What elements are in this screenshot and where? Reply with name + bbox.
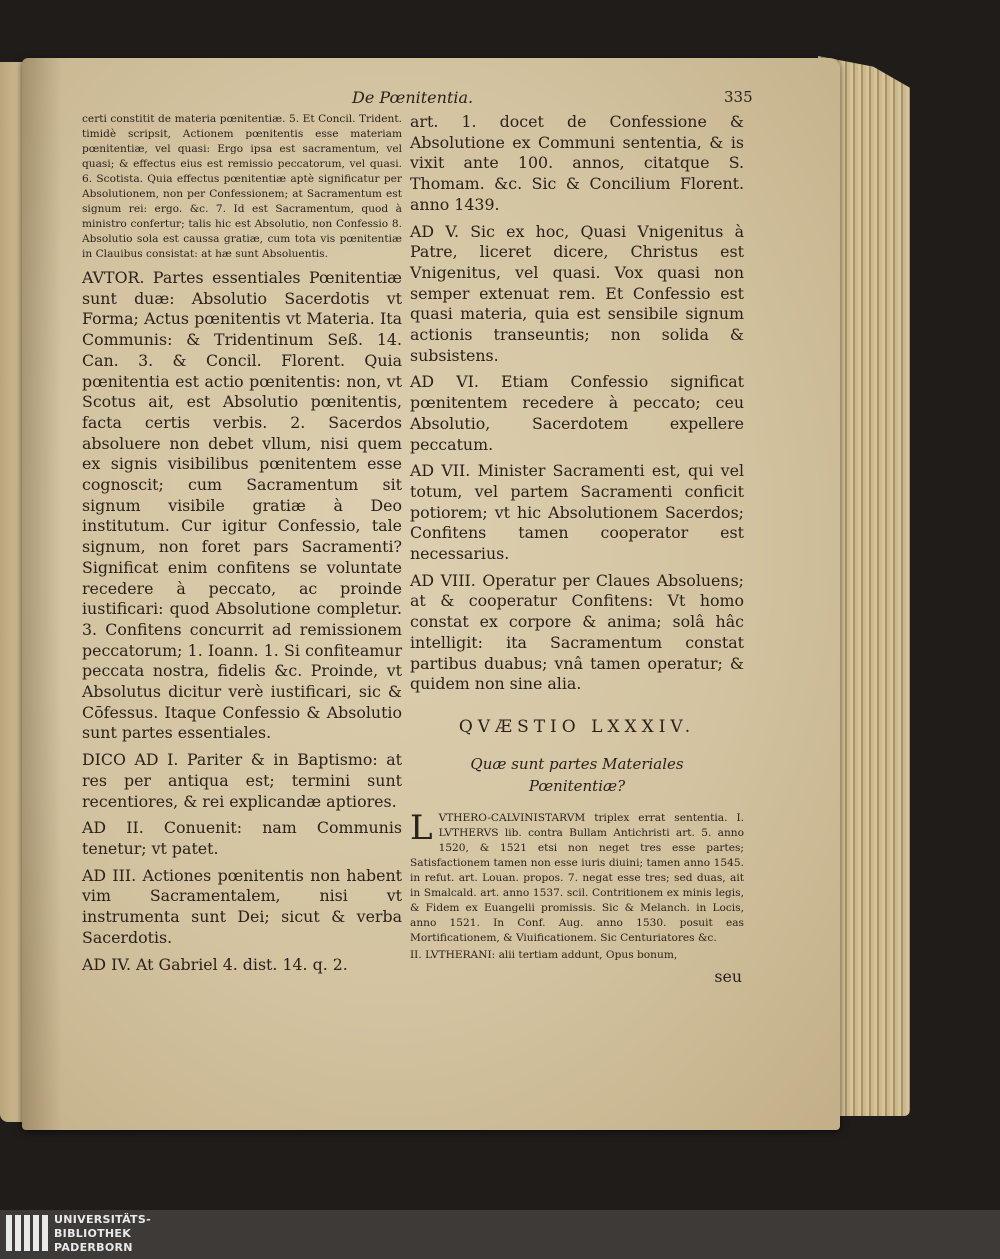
right-column <box>410 112 744 986</box>
catchword: seu <box>714 966 742 986</box>
answer-continued: II. LVTHERANI: alii tertiam addunt, Opus bonum, <box>410 948 678 961</box>
paragraph-ad-2: AD II. Conuenit: nam Communis tenetur; vt patet. <box>82 818 402 858</box>
quaestio-answer <box>410 807 744 946</box>
running-head-title: De Pœnitentia. <box>352 88 474 107</box>
paragraph-ad-8: AD VIII. Operatur per Claues Absoluens; at & cooperatur Confitens: Vt homo constat ex corpore & anima; solâ hâc intelligit: ita Sacramentum constat partibus duabus; vnâ tamen operatur; & quidem non sine alia. <box>410 570 744 694</box>
answer-text: VTHERO-CALVINISTARVM triplex errat sententia. I. LVTHERVS lib. contra Bullam Antichristi art. 5. anno 1520, & 1521 etsi non neget tres esse partes; Satisfactionem tamen non esse iuris diuini; tamen anno 1545. in refut. art. Louan. propos. 7. negat esse tres; sed duas, ait in Smalcald. art. anno 1537. scil. Contritionem ex minis legis, & Fidem ex Euangelii promissis. Sic & Melanch. in Locis, anno 1521. In Conf. Aug. anno 1530. posuit eas Mortificationem, & Viuificationem. Sic Centuriatores &c. <box>410 811 744 944</box>
paragraph-ad-7: AD VII. Minister Sacramenti est, qui vel totum, vel partem Sacramenti conficit potiorem; vt hic Absolutionem Sacerdos; Confitens tamen cooperator est necessarius. <box>410 461 744 564</box>
quaestio-heading: QVÆSTIO LXXXIV. <box>458 716 696 737</box>
drop-cap: L <box>410 807 433 848</box>
paragraph-ad-4: AD IV. At Gabriel 4. dist. 14. q. 2. <box>82 954 348 974</box>
page-number: 335 <box>724 88 753 106</box>
left-column <box>82 112 402 975</box>
book-page <box>22 58 840 1130</box>
paragraph-ad-3: AD III. Actiones pœnitentis non habent vim Sacramentalem, nisi vt instrumenta sunt Dei; sicut & verba Sacerdotis. <box>82 865 402 947</box>
quaestio-question: Quæ sunt partes Materiales Pœnitentiæ? <box>470 754 684 795</box>
page-gutter-shadow <box>22 58 62 1130</box>
paragraph-ad-5: AD V. Sic ex hoc, Quasi Vnigenitus à Patre, liceret dicere, Christus est Vnigenitus, vel quasi. Vox quasi non semper extenuat rem. Et Confessio est quasi materia, quia est sensibile signum actionis transeuntis; non solida & subsistens. <box>410 221 744 365</box>
library-name-line1: UNIVERSITÄTS- <box>54 1213 151 1226</box>
library-name-line3: PADERBORN <box>54 1241 133 1254</box>
marginal-note: certi constitit de materia pœnitentiæ. 5. Et Concil. Trident. timidè scripsit, Actionem pœnitentis esse materiam pœnitentiæ, vel quasi: Ergo ipsa est sacramentum, vel quasi; & effectus eius est remissio peccatorum, vel quasi. 6. Scotista. Quia effectus pœnitentiæ aptè significatur per Absolutionem, non per Confessionem; at Sacramentum est signum rei: ergo. &c. 7. Id est Sacramentum, quod à ministro confertur; talis hic est Absolutio, non Confessio 8. Absolutio sola est caussa gratiæ, cum tota vis pœnitentiæ in Clauibus consistat: at hæ sunt Absoluentis. <box>82 113 402 260</box>
paragraph-dico-ad-1: DICO AD I. Pariter & in Baptismo: at res per antiqua est; termini sunt recentiores, & rei explicandæ aptiores. <box>82 750 402 811</box>
library-name-line2: BIBLIOTHEK <box>54 1227 132 1240</box>
paragraph-continuation: art. 1. docet de Confessione & Absolutione ex Communi sententia, & is vixit ante 100. annos, citatque S. Thomam. &c. Sic & Concilium Florent. anno 1439. <box>410 112 744 214</box>
paragraph-ad-6: AD VI. Etiam Confessio significat pœnitentem recedere à peccato; ceu Absolutio, Sacerdotem expellere peccatum. <box>410 372 744 454</box>
paragraph-autor: AVTOR. Partes essentiales Pœnitentiæ sunt duæ: Absolutio Sacerdotis vt Forma; Actus pœnitentis vt Materia. Ita Communis: & Tridentinum Seß. 14. Can. 3. & Concil. Florent. Quia pœnitentia est actio pœnitentis: non, vt Scotus ait, est Absolutio pœnitentis, facta certis verbis. 2. Sacerdos absoluere non debet vllum, nisi quem ex signis visibilibus pœnitentem esse cognoscit; cum Sacramentum sit signum visibile gratiæ à Deo institutum. Cur igitur Confessio, tale signum, non foret pars Sacramenti? Significat enim confitens se voluntate recedere à peccato, ac proinde iustificari: quod Absolutione completur. 3. Confitens concurrit ad remissionem peccatorum; 1. Ioann. 1. Si confiteamur peccata nostra, fidelis &c. Proinde, vt Absolutus dicitur verè iustificari, sic & Cōfessus. Itaque Confessio & Absolutio sunt partes essentiales. <box>82 268 402 743</box>
library-logo-icon <box>4 1211 50 1257</box>
library-footer <box>0 1210 1000 1259</box>
